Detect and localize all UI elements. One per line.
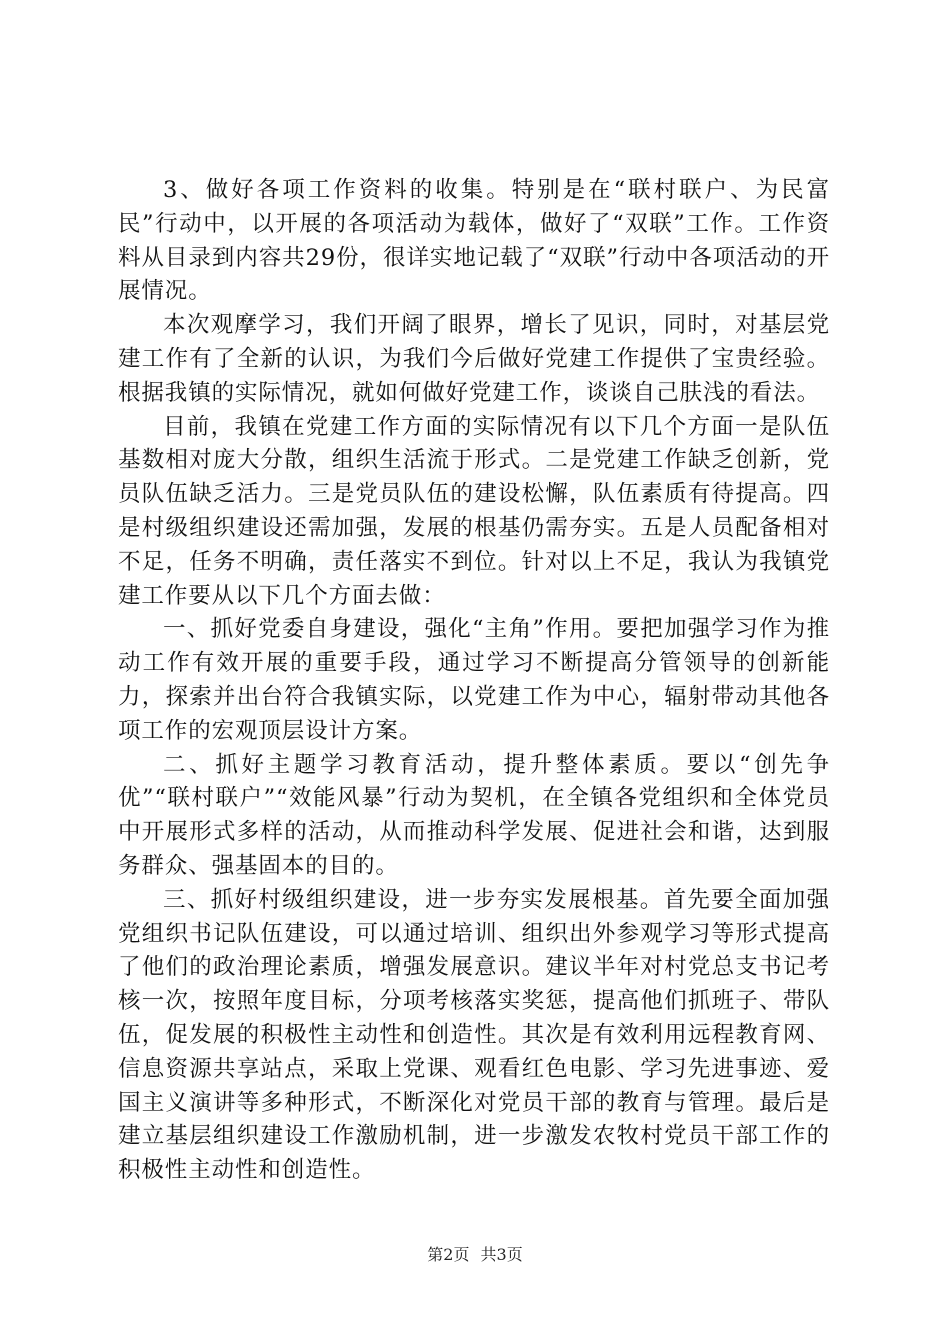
- paragraph-materials-collection: 3、做好各项工作资料的收集。特别是在“联村联户、为民富民”行动中，以开展的各项活动为载体，做好了“双联”工作。工作资料从目录到内容共29份，很详实地记载了“双联”行动中各项活动的开展情况。: [118, 177, 830, 305]
- page-number: 第2页: [427, 1245, 470, 1264]
- page-total: 共3页: [480, 1245, 523, 1264]
- document-body: [118, 174, 830, 1188]
- paragraph-point-one: 一、抓好党委自身建设，强化“主角”作用。要把加强学习作为推动工作有效开展的重要手段，通过学习不断提高分管领导的创新能力，探索并出台符合我镇实际，以党建工作为中心，辐射带动其他各项工作的宏观顶层设计方案。: [118, 616, 830, 744]
- paragraph-current-situation: 目前，我镇在党建工作方面的实际情况有以下几个方面一是队伍基数相对庞大分散，组织生活流于形式。二是党建工作缺乏创新，党员队伍缺乏活力。三是党员队伍的建设松懈，队伍素质有待提高。四是村级组织建设还需加强，发展的根基仍需夯实。五是人员配备相对不足，任务不明确，责任落实不到位。针对以上不足，我认为我镇党建工作要从以下几个方面去做：: [118, 413, 830, 609]
- paragraph-point-two: 二、抓好主题学习教育活动，提升整体素质。要以“创先争优”“联村联户”“效能风暴”行动为契机，在全镇各党组织和全体党员中开展形式多样的活动，从而推动科学发展、促进社会和谐，达到服务群众、强基固本的目的。: [118, 751, 830, 879]
- page-footer: [0, 1244, 950, 1266]
- paragraph-point-three: 三、抓好村级组织建设，进一步夯实发展根基。首先要全面加强党组织书记队伍建设，可以通过培训、组织出外参观学习等形式提高了他们的政治理论素质，增强发展意识。建议半年对村党总支书记考核一次，按照年度目标，分项考核落实奖惩，提高他们抓班子、带队伍，促发展的积极性主动性和创造性。其次是有效利用远程教育网、信息资源共享站点，采取上党课、观看红色电影、学习先进事迹、爱国主义演讲等多种形式，不断深化对党员干部的教育与管理。最后是建立基层组织建设工作激励机制，进一步激发农牧村党员干部工作的积极性主动性和创造性。: [118, 886, 830, 1184]
- paragraph-study-reflection: 本次观摩学习，我们开阔了眼界，增长了见识，同时，对基层党建工作有了全新的认识，为我们今后做好党建工作提供了宝贵经验。根据我镇的实际情况，就如何做好党建工作，谈谈自己肤浅的看法。: [118, 312, 830, 406]
